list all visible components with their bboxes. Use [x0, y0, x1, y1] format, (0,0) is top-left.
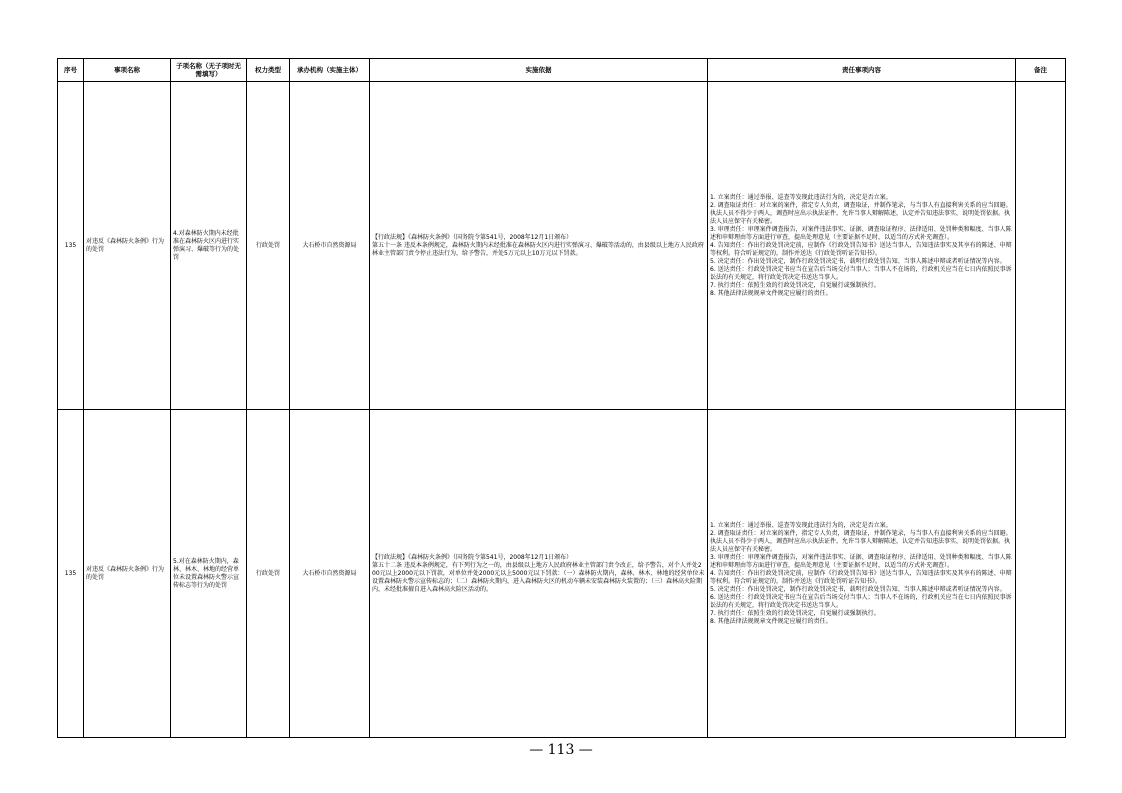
- row-no: 135: [58, 410, 84, 738]
- table-row: [58, 410, 1066, 738]
- duty-line: 1. 立案责任：通过举报、巡查等发现此违法行为的，决定是否立案。: [710, 521, 892, 529]
- duty-line: 6. 送达责任：行政处罚决定书应当在宣告后当场交付当事人；当事人不在场的，行政机关应当在七日内依照民事诉讼法的有关规定，将行政处罚决定书送达当事人。: [710, 593, 1012, 609]
- table-row: [58, 82, 1066, 410]
- row-duties: [708, 82, 1016, 410]
- row-power-type: 行政处罚: [247, 82, 290, 410]
- duty-line: 2. 调查取证责任：对立案的案件，指定专人负责，调查取证，并制作笔录，与当事人有直接利害关系的应当回避。执法人员不得少于两人，调查时应出示执法证件，允许当事人辩解陈述，认定并告知违法事实，说明处罚依据。执法人员应保守有关秘密。: [710, 529, 1012, 553]
- header-agency: 承办机构（实施主体）: [290, 59, 370, 82]
- duty-line: 5. 决定责任：作出处罚决定，制作行政处罚决定书，载明行政处罚告知、当事人陈述申辩或者听证情况等内容。: [710, 257, 1006, 265]
- power-list-table: [57, 58, 1066, 738]
- duty-line: 8. 其他法律法规规章文件规定应履行的责任。: [710, 289, 832, 297]
- row-item-name: 对违反《森林防火条例》行为的处罚: [84, 82, 171, 410]
- row-agency: 大石桥市自然资源局: [290, 82, 370, 410]
- header-duties: 责任事项内容: [708, 59, 1016, 82]
- header-remark: 备注: [1016, 59, 1066, 82]
- duty-line: 7. 执行责任：依照生效的行政处罚决定，自觉履行或强制执行。: [710, 281, 880, 289]
- row-remark: [1016, 410, 1066, 738]
- duty-line: 6. 送达责任：行政处罚决定书应当在宣告后当场交付当事人；当事人不在场的，行政机关应当在七日内依照民事诉讼法的有关规定，将行政处罚决定书送达当事人。: [710, 265, 1012, 281]
- duty-line: 3. 审理责任：审理案件调查报告，对案件违法事实、证据、调查取证程序、法律适用、处罚种类和幅度、当事人陈述和申辩理由等方面进行审查，提出处理意见（主要证据不足时，以适当的方式补充调查）。: [710, 225, 1012, 241]
- header-power-type: 权力类型: [247, 59, 290, 82]
- row-basis: 【行政法规】《森林防火条例》（国务院令第541号，2008年12月1日颁布） 第五十一条 违反本条例规定，森林防火期内未经批准在森林防火区内进行实弹演习、爆破等活动的，由县级以上地方人民政府林业主管部门责令停止违法行为，给予警告，并处5万元以上10万元以下罚款。: [370, 82, 708, 410]
- header-sub-item: 子项名称（无子项时无需填写）: [171, 59, 247, 82]
- row-no: 135: [58, 82, 84, 410]
- duty-line: 1. 立案责任：通过举报、巡查等发现此违法行为的，决定是否立案。: [710, 193, 892, 201]
- duty-line: 3. 审理责任：审理案件调查报告，对案件违法事实、证据、调查取证程序、法律适用、处罚种类和幅度、当事人陈述和申辩理由等方面进行审查，提出处理意见（主要证据不足时，以适当的方式补充调查）。: [710, 553, 1012, 569]
- row-power-type: 行政处罚: [247, 410, 290, 738]
- duty-line: 5. 决定责任：作出处罚决定，制作行政处罚决定书，载明行政处罚告知、当事人陈述申辩或者听证情况等内容。: [710, 585, 1006, 593]
- header-basis: 实施依据: [370, 59, 708, 82]
- duty-line: 4. 告知责任：作出行政处罚决定前，应制作《行政处罚告知书》送达当事人，告知违法事实及其享有的陈述、申辩等权利。符合听证规定的，制作并送达《行政处罚听证告知书》。: [710, 241, 1012, 257]
- table-header-row: [58, 59, 1066, 82]
- duty-line: 7. 执行责任：依照生效的行政处罚决定，自觉履行或强制执行。: [710, 609, 880, 617]
- row-agency: 大石桥市自然资源局: [290, 410, 370, 738]
- header-item-name: 事项名称: [84, 59, 171, 82]
- row-sub-item: 5.对在森林防火期内，森林、林木、林地的经营单位未设置森林防火警示宣传标志等行为的处罚: [171, 410, 247, 738]
- row-basis: 【行政法规】《森林防火条例》（国务院令第541号，2008年12月1日颁布） 第五十二条 违反本条例规定，有下列行为之一的，由县级以上地方人民政府林业主管部门责令改正，给予警告，对个人并处200元以上2000元以下罚款，对单位并处2000元以上5000元以下罚款：（一）森林防火期内，森林、林木、林地的经营单位未设置森林防火警示宣传标志的；（二）森林防火期内，进入森林防火区的机动车辆未安装森林防火装置的；（三）森林高火险期内，未经批准擅自进入森林高火险区活动的。: [370, 410, 708, 738]
- page-number: — 113 —: [529, 742, 593, 758]
- row-item-name: 对违反《森林防火条例》行为的处罚: [84, 410, 171, 738]
- row-duties: [708, 410, 1016, 738]
- duty-line: 8. 其他法律法规规章文件规定应履行的责任。: [710, 617, 832, 625]
- header-no: 序号: [58, 59, 84, 82]
- duty-line: 4. 告知责任：作出行政处罚决定前，应制作《行政处罚告知书》送达当事人，告知违法事实及其享有的陈述、申辩等权利。符合听证规定的，制作并送达《行政处罚听证告知书》。: [710, 569, 1012, 585]
- duty-line: 2. 调查取证责任：对立案的案件，指定专人负责，调查取证，并制作笔录，与当事人有直接利害关系的应当回避。执法人员不得少于两人，调查时应出示执法证件，允许当事人辩解陈述，认定并告知违法事实，说明处罚依据。执法人员应保守有关秘密。: [710, 201, 1012, 225]
- row-sub-item: 4.对森林防火期内未经批准在森林防火区内进行实弹演习、爆破等行为的处罚: [171, 82, 247, 410]
- row-remark: [1016, 82, 1066, 410]
